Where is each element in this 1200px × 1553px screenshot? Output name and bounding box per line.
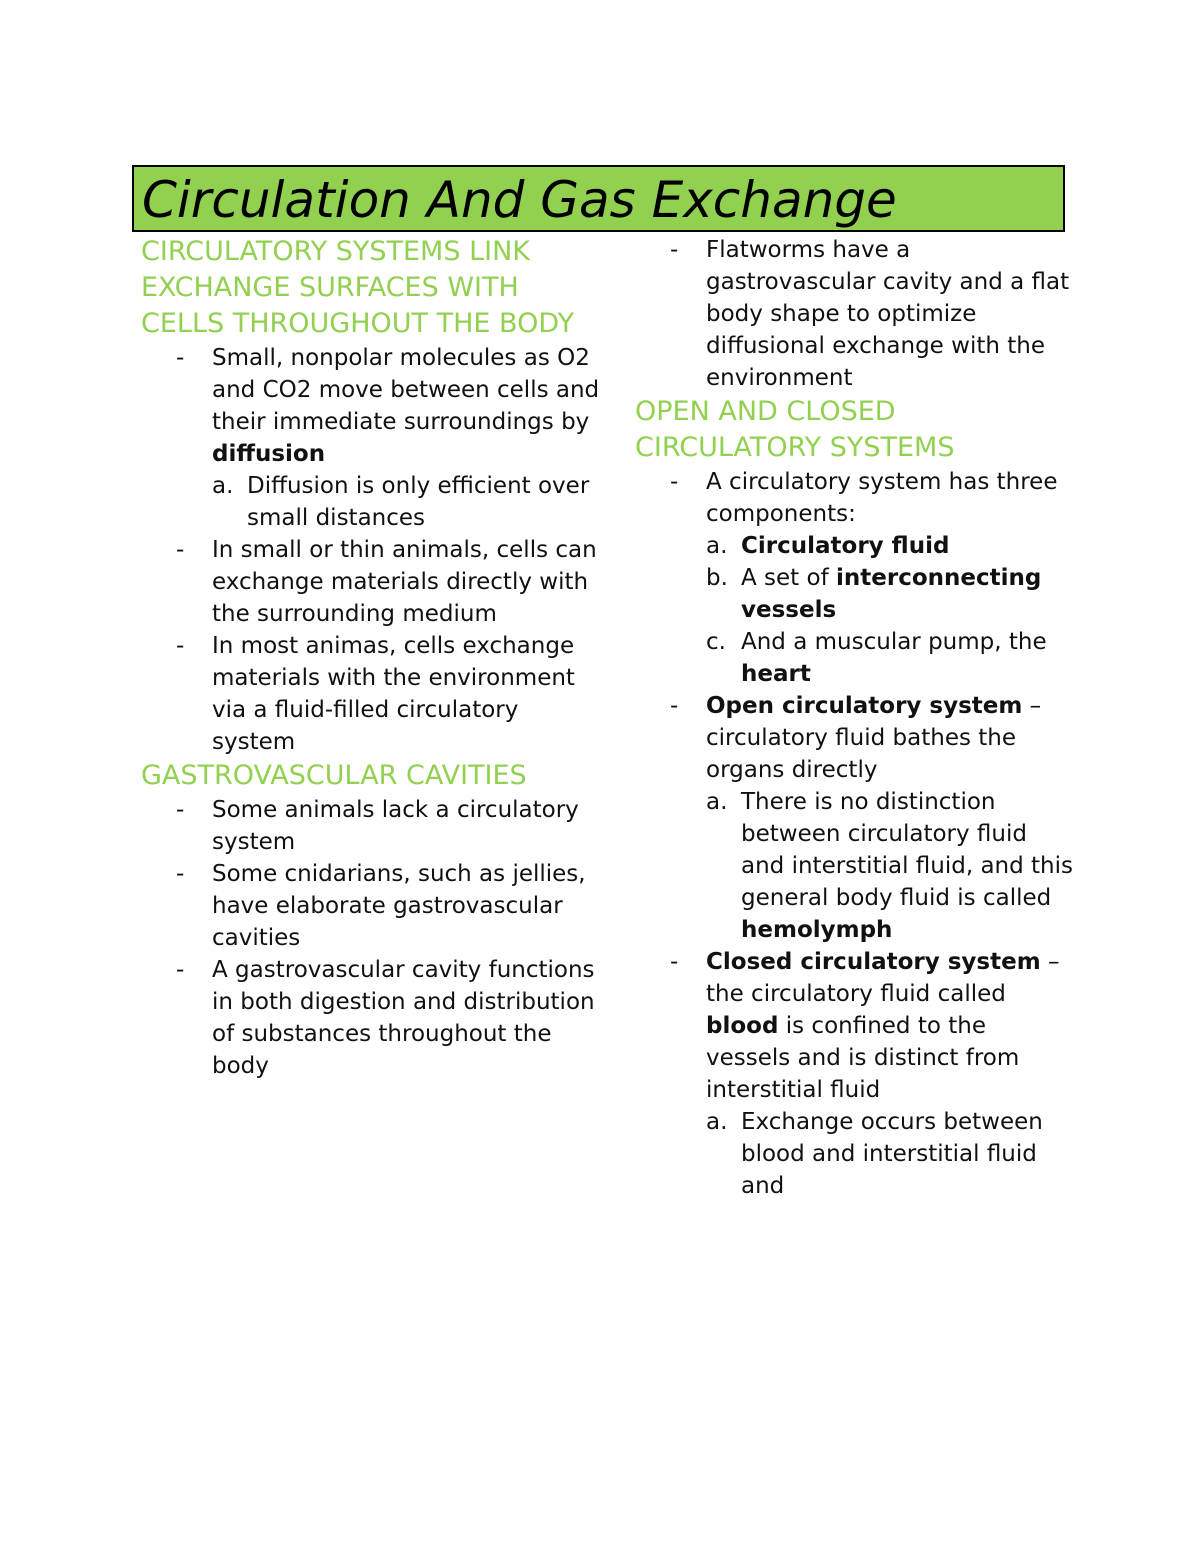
bullet-item: - Closed circulatory system – the circulatory fluid called blood is confined to the vessels and is distinct from interstitial fluid (635, 946, 1075, 1106)
dash-marker: - (670, 949, 679, 975)
page-title: Circulation And Gas Exchange (142, 171, 897, 229)
sub-item: a. Circulatory fluid (635, 530, 1075, 562)
sub-item: b. A set of interconnecting vessels (635, 562, 1075, 626)
dash-marker: - (176, 537, 185, 563)
dash-marker: - (176, 797, 185, 823)
letter-marker: b. (706, 565, 728, 591)
section-heading-gastrovascular: GASTROVASCULAR CAVITIES (141, 760, 527, 791)
sub-item: a. There is no distinction between circulatory fluid and interstitial fluid, and this general body fluid is called hemolymph (635, 786, 1075, 946)
sub-item: c. And a muscular pump, the heart (635, 626, 1075, 690)
dash-marker: - (176, 345, 185, 371)
letter-marker: a. (706, 789, 728, 815)
letter-marker: c. (706, 629, 726, 655)
dash-marker: - (176, 633, 185, 659)
bullet-item: - In most animas, cells exchange materials with the environment via a fluid-filled circulatory system (141, 630, 601, 758)
bullet-item: - A gastrovascular cavity functions in both digestion and distribution of substances throughout the body (141, 954, 601, 1082)
bullet-item: - Small, nonpolar molecules as O2 and CO2 move between cells and their immediate surroundings by diffusion (141, 342, 601, 470)
dash-marker: - (176, 957, 185, 983)
section-heading-open-closed: OPEN AND CLOSED CIRCULATORY SYSTEMS (635, 396, 955, 463)
letter-marker: a. (706, 533, 728, 559)
left-column (141, 234, 601, 1082)
title-banner (132, 165, 1065, 232)
bullet-item: - Some animals lack a circulatory system (141, 794, 601, 858)
right-column (635, 234, 1075, 1202)
dash-marker: - (670, 237, 679, 263)
bullet-item: - A circulatory system has three components: (635, 466, 1075, 530)
dash-marker: - (176, 861, 185, 887)
bullet-item: - In small or thin animals, cells can exchange materials directly with the surrounding medium (141, 534, 601, 630)
bullet-item: - Open circulatory system – circulatory fluid bathes the organs directly (635, 690, 1075, 786)
sub-item: a. Exchange occurs between blood and interstitial fluid and (635, 1106, 1075, 1202)
section-heading-circulatory-systems: CIRCULATORY SYSTEMS LINK EXCHANGE SURFACES WITH CELLS THROUGHOUT THE BODY (141, 236, 575, 339)
letter-marker: a. (212, 473, 234, 499)
letter-marker: a. (706, 1109, 728, 1135)
dash-marker: - (670, 693, 679, 719)
dash-marker: - (670, 469, 679, 495)
bullet-item: - Flatworms have a gastrovascular cavity and a flat body shape to optimize diffusional exchange with the environment (635, 234, 1075, 394)
bullet-item: - Some cnidarians, such as jellies, have elaborate gastrovascular cavities (141, 858, 601, 954)
sub-item: a. Diffusion is only efficient over small distances (141, 470, 601, 534)
